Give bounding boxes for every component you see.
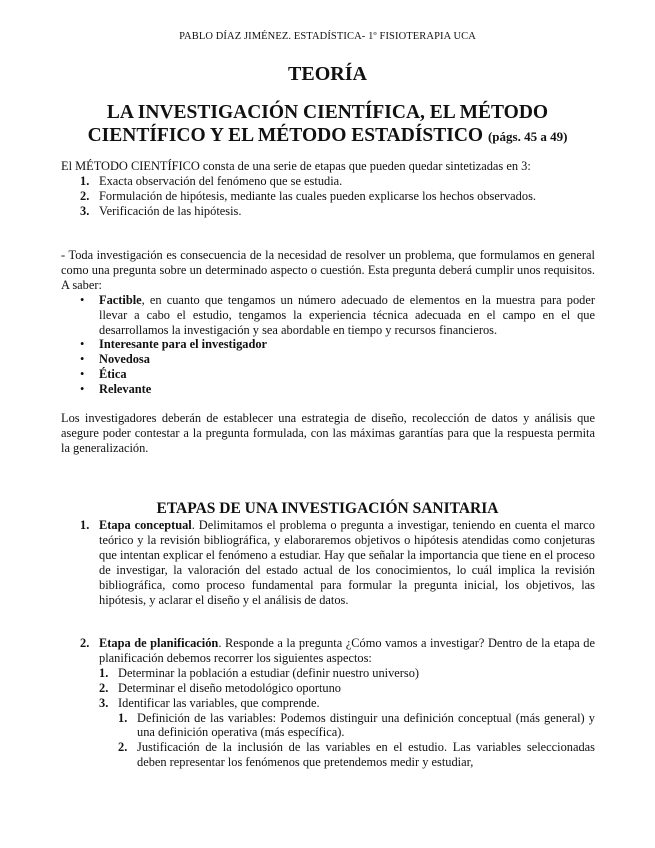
requirement-label: Factible bbox=[99, 292, 142, 307]
variable-text: Definición de las variables: Podemos distinguir una definición conceptual (más general) y una definición operativa (más específica). bbox=[137, 710, 595, 740]
method-step bbox=[61, 204, 595, 219]
requirement-item bbox=[61, 337, 595, 352]
stage-body bbox=[99, 636, 595, 666]
variable-number: 2. bbox=[118, 740, 128, 755]
requirement-label: Interesante para el investigador bbox=[99, 337, 268, 352]
planning-aspect bbox=[99, 666, 595, 681]
bullet-icon: • bbox=[80, 292, 85, 307]
method-step bbox=[61, 189, 595, 204]
method-step bbox=[61, 174, 595, 189]
planning-aspects-list bbox=[99, 666, 595, 770]
bullet-icon: • bbox=[80, 382, 85, 397]
stage-label: Etapa de planificación bbox=[99, 636, 219, 650]
strategy-paragraph: Los investigadores deberán de establecer una estrategia de diseño, recolección de datos y análisis que asegure poder contestar a la pregunta formulada, con las máximas garantías para que la respuesta permita la generalización. bbox=[61, 411, 595, 455]
step-text: Verificación de las hipótesis. bbox=[99, 203, 242, 218]
bullet-icon: • bbox=[80, 337, 85, 352]
step-number: 3. bbox=[80, 203, 90, 218]
stage-2 bbox=[80, 636, 595, 770]
subtitle-line-1: LA INVESTIGACIÓN CIENTÍFICA, EL MÉTODO bbox=[106, 102, 549, 123]
planning-aspect bbox=[99, 681, 595, 696]
stage-body bbox=[99, 518, 595, 607]
stage-number: 1. bbox=[80, 518, 90, 532]
step-number: 1. bbox=[80, 173, 90, 188]
stage-number: 2. bbox=[80, 636, 90, 650]
requirement-label: Relevante bbox=[99, 382, 152, 397]
step-number: 2. bbox=[80, 188, 90, 203]
section-subtitle bbox=[0, 101, 655, 148]
research-paragraph: - Toda investigación es consecuencia de la necesidad de resolver un problema, que formulamos en general como una pregunta sobre un determinado aspecto o cuestión. Esta pregunta deberá cumplir unos requisitos. A saber: bbox=[61, 248, 595, 292]
variable-number: 1. bbox=[118, 710, 128, 725]
requirements-list bbox=[61, 293, 595, 397]
page-reference: (págs. 45 a 49) bbox=[487, 129, 568, 144]
aspect-text: Determinar la población a estudiar (definir nuestro universo) bbox=[118, 665, 420, 680]
aspect-number: 1. bbox=[99, 665, 109, 680]
requirement-item bbox=[61, 382, 595, 397]
page-header: PABLO DÍAZ JIMÉNEZ. ESTADÍSTICA- 1º FISIOTERAPIA UCA bbox=[179, 31, 476, 42]
intro-block bbox=[61, 159, 595, 219]
requirement-item bbox=[61, 293, 595, 338]
method-steps-list bbox=[61, 174, 595, 219]
bullet-icon: • bbox=[80, 352, 85, 367]
stage-text: . Responde a la pregunta ¿Cómo vamos a investigar? Dentro de la etapa de planificación debemos recorrer los siguientes aspectos: bbox=[99, 636, 595, 665]
subtitle-line-2 bbox=[0, 124, 655, 148]
planning-aspect bbox=[99, 696, 595, 711]
aspect-text: Identificar las variables, que comprende. bbox=[118, 695, 320, 710]
stage-text: . Delimitamos el problema o pregunta a investigar, teniendo en cuenta el marco teórico y la revisión bibliográfica, y elaboraremos objetivos o hipótesis atendidas como conjeturas que intentan explicar el fenómeno a estudiar. Hay que señalar la importancia que tiene en el proceso de investigar, la valoración del estado actual de los conocimientos, lo cuál implica la revisión bibliográfica, como proceso fundamental para formular la pregunta inicial, los objetivos, las hipótesis, y aclarar el diseño y el análisis de datos. bbox=[99, 518, 595, 607]
requirement-text: , en cuanto que tengamos un número adecuado de elementos en la muestra para poder llevar a cabo el estudio, tengamos la experiencia técnica adecuada en el campo en el que desarrollamos la investigación y sea abordable en tiempo y recursos financieros. bbox=[99, 292, 595, 337]
aspect-number: 2. bbox=[99, 680, 109, 695]
variable-item bbox=[118, 740, 595, 770]
section-heading: ETAPAS DE UNA INVESTIGACIÓN SANITARIA bbox=[156, 500, 499, 517]
aspect-text: Determinar el diseño metodológico oportuno bbox=[118, 680, 341, 695]
aspect-number: 3. bbox=[99, 695, 109, 710]
bullet-icon: • bbox=[80, 367, 85, 382]
step-text: Formulación de hipótesis, mediante las cuales pueden explicarse los hechos observados. bbox=[99, 188, 536, 203]
requirement-label: Ética bbox=[99, 367, 127, 382]
stage-label: Etapa conceptual bbox=[99, 518, 192, 532]
stage-1 bbox=[80, 518, 595, 607]
requirement-item bbox=[61, 367, 595, 382]
page-title: TEORÍA bbox=[288, 63, 367, 85]
variable-item bbox=[118, 711, 595, 741]
requirement-label: Novedosa bbox=[99, 352, 150, 367]
variables-list bbox=[118, 711, 595, 771]
research-block bbox=[61, 248, 595, 397]
variable-text: Justificación de la inclusión de las variables en el estudio. Las variables seleccionadas deben representar los fenómenos que pretendemos medir y estudiar, bbox=[137, 740, 595, 770]
step-text: Exacta observación del fenómeno que se estudia. bbox=[99, 173, 343, 188]
subtitle-line-2-text: CIENTÍFICO Y EL MÉTODO ESTADÍSTICO bbox=[87, 125, 484, 146]
intro-text: El MÉTODO CIENTÍFICO consta de una serie de etapas que pueden quedar sintetizadas en 3: bbox=[61, 159, 531, 173]
requirement-item bbox=[61, 352, 595, 367]
